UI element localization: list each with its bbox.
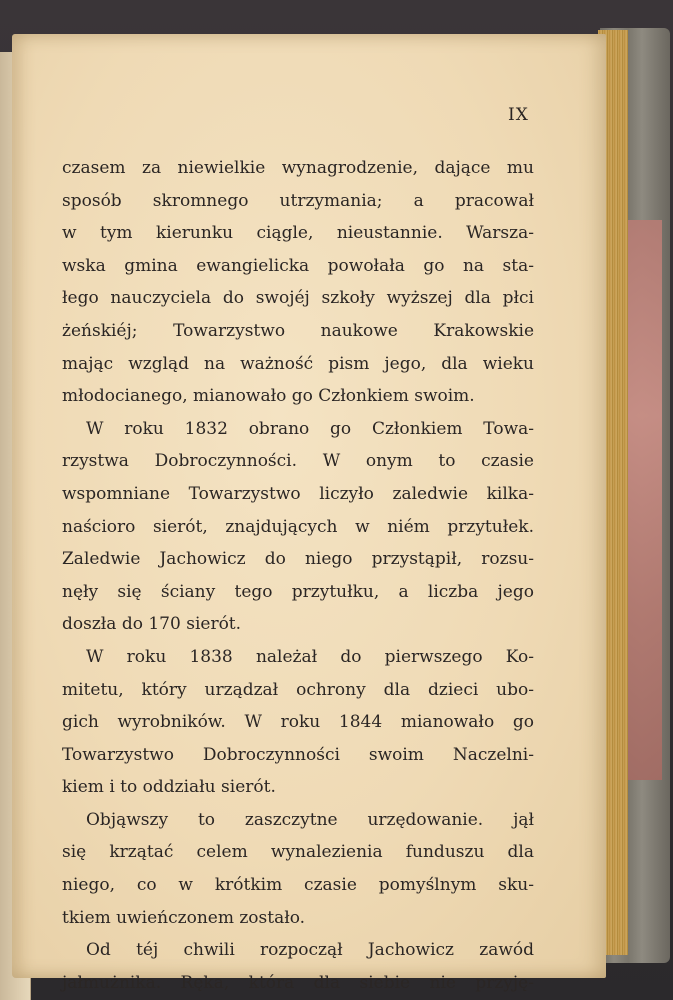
text-line: W roku 1838 należał do pierwszego Ko- [86, 646, 534, 667]
text-line: się krzątać celem wynalezienia funduszu dla [62, 842, 534, 863]
text-line: mitetu, który urządzał ochrony dla dzieci ubo- [62, 679, 534, 700]
text-line: Towarzystwo Dobroczynności swoim Naczelni- [62, 744, 534, 765]
text-line: kiem i to oddziału sierót. [62, 777, 276, 798]
text-line: W roku 1832 obrano go Członkiem Towa- [86, 418, 534, 439]
cover-marbling [628, 220, 662, 780]
text-line: doszła do 170 sierót. [62, 614, 242, 635]
text-line: wska gmina ewangielicka powołała go na sta- [62, 255, 534, 276]
text-line: niego, co w krótkim czasie pomyślnym sku- [62, 875, 534, 896]
text-line: Objąwszy to zaszczytne urzędowanie. jął [86, 809, 534, 830]
text-line: łego nauczyciela do swojéj szkoły wyższej dla płci [62, 288, 534, 309]
text-line: Zaledwie Jachowicz do niego przystąpił, rozsu- [62, 549, 534, 570]
text-line: mając wzgląd na ważność pism jego, dla wieku [62, 353, 534, 374]
text-line: sposób skromnego utrzymania; a pracował [62, 190, 534, 211]
text-line: wspomniane Towarzystwo liczyło zaledwie kilka- [62, 483, 534, 504]
text-line: młodocianego, mianowało go Członkiem swoim. [62, 386, 475, 407]
text-line: Od téj chwili rozpoczął Jachowicz zawód [86, 940, 534, 961]
text-line: nęły się ściany tego przytułku, a liczba jego [62, 581, 534, 602]
text-line: tkiem uwieńczonem zostało. [62, 907, 306, 928]
text-line: w tym kierunku ciągle, nieustannie. Warsza- [62, 223, 534, 244]
text-line: naścioro sierót, znajdujących w niém przytułek. [62, 516, 534, 537]
text-line: jałmużnika. Ręka, która dla siebie nie przyję- [62, 972, 534, 993]
text-line: rzystwa Dobroczynności. W onym to czasie [62, 451, 534, 472]
text-line: żeńskiéj; Towarzystwo naukowe Krakowskie [62, 320, 534, 341]
text-line: czasem za niewielkie wynagrodzenie, dające mu [62, 158, 534, 178]
text-line: gich wyrobników. W roku 1844 mianowało go [62, 712, 534, 733]
body-text [62, 152, 534, 999]
page-number: IX [508, 105, 529, 125]
